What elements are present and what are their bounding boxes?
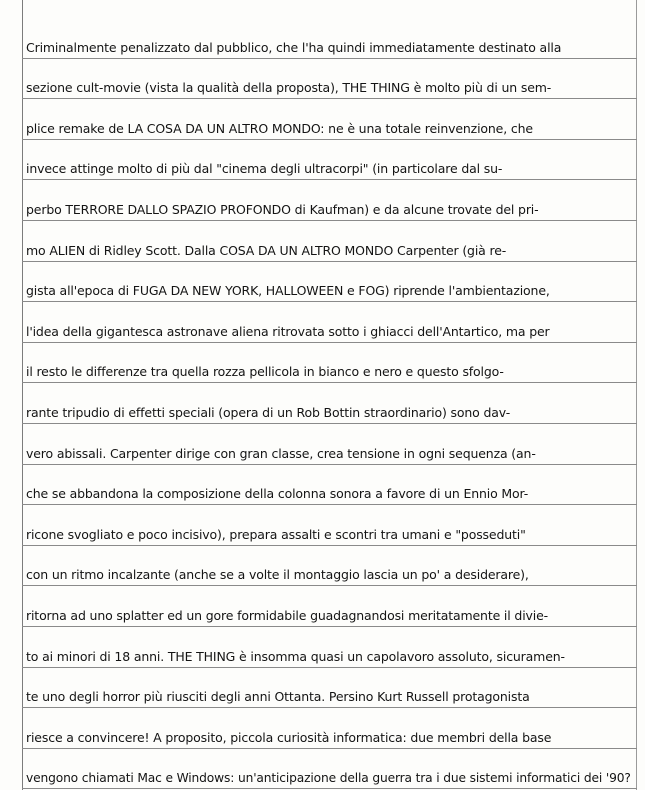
text-line: to ai minori di 18 anni. THE THING è insomma quasi un capolavoro assoluto, sicuramen- bbox=[26, 648, 565, 664]
ruled-line bbox=[22, 343, 637, 384]
ruled-line bbox=[22, 424, 637, 465]
text-line: l'idea della gigantesca astronave aliena ritrovata sotto i ghiacci dell'Antartico, ma per bbox=[26, 323, 550, 339]
ruled-line bbox=[22, 586, 637, 627]
text-line: riesce a convincere! A proposito, piccola curiosità informatica: due membri della base bbox=[26, 729, 552, 745]
text-line: rante tripudio di effetti speciali (opera di un Rob Bottin straordinario) sono dav- bbox=[26, 404, 511, 420]
ruled-line bbox=[22, 465, 637, 506]
ruled-line bbox=[22, 59, 637, 100]
ruled-line bbox=[22, 708, 637, 749]
ruled-line bbox=[22, 749, 637, 790]
ruled-line bbox=[22, 262, 637, 303]
ruled-line bbox=[22, 627, 637, 668]
ruled-line bbox=[22, 18, 637, 59]
text-line: il resto le differenze tra quella rozza pellicola in bianco e nero e questo sfolgo- bbox=[26, 364, 504, 380]
text-line: te uno degli horror più riusciti degli anni Ottanta. Persino Kurt Russell protagonista bbox=[26, 689, 530, 705]
handwritten-text-block bbox=[22, 18, 637, 789]
ruled-line bbox=[22, 99, 637, 140]
text-line: con un ritmo incalzante (anche se a volte il montaggio lascia un po' a desiderare), bbox=[26, 567, 529, 583]
text-line: mo ALIEN di Ridley Scott. Dalla COSA DA UN ALTRO MONDO Carpenter (già re- bbox=[26, 242, 507, 258]
left-margin-strip bbox=[0, 0, 22, 790]
ruled-line bbox=[22, 546, 637, 587]
text-line: plice remake de LA COSA DA UN ALTRO MONDO: ne è una totale reinvenzione, che bbox=[26, 120, 533, 136]
ruled-line bbox=[22, 505, 637, 546]
text-line: gista all'epoca di FUGA DA NEW YORK, HALLOWEEN e FOG) riprende l'ambientazione, bbox=[26, 283, 550, 299]
text-line: Criminalmente penalizzato dal pubblico, che l'ha quindi immediatamente destinato alla bbox=[26, 39, 562, 55]
text-line: sezione cult-movie (vista la qualità della proposta), THE THING è molto più di un sem- bbox=[26, 80, 552, 96]
ruled-line bbox=[22, 180, 637, 221]
text-line: ritorna ad uno splatter ed un gore formidabile guadagnandosi meritatamente il divie- bbox=[26, 607, 548, 623]
text-line: vengono chiamati Mac e Windows: un'anticipazione della guerra tra i due sistemi informatici dei '90? bbox=[26, 771, 631, 786]
ruled-line bbox=[22, 302, 637, 343]
text-line: vero abissali. Carpenter dirige con gran classe, crea tensione in ogni sequenza (an- bbox=[26, 445, 536, 461]
ruled-line bbox=[22, 221, 637, 262]
text-line: che se abbandona la composizione della colonna sonora a favore di un Ennio Mor- bbox=[26, 486, 529, 502]
ruled-line bbox=[22, 383, 637, 424]
text-line: ricone svogliato e poco incisivo), prepara assalti e scontri tra umani e "posseduti" bbox=[26, 526, 526, 542]
text-line: perbo TERRORE DALLO SPAZIO PROFONDO di Kaufman) e da alcune trovate del pri- bbox=[26, 201, 539, 217]
ruled-line bbox=[22, 140, 637, 181]
ruled-line bbox=[22, 668, 637, 709]
text-line: invece attinge molto di più dal "cinema degli ultracorpi" (in particolare dal su- bbox=[26, 161, 503, 177]
